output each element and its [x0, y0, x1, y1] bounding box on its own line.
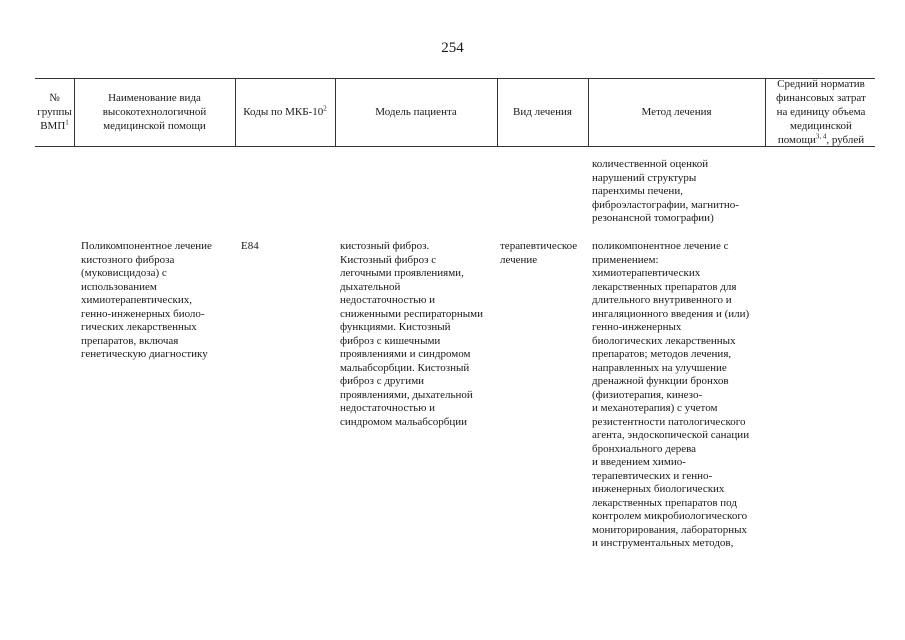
treatment-type-cell: терапевтическое лечение — [500, 240, 578, 266]
header-treatment-type: Вид лечения — [513, 106, 572, 118]
icd-code-cell: E84 — [241, 240, 259, 252]
header-treatment-method: Метод лечения — [641, 106, 712, 118]
header-bottom-border — [35, 146, 875, 147]
header-icd-codes: Коды по МКБ-$10^2$ — [243, 104, 327, 118]
patient-model-cell: кистозный фиброз. Кистозный фиброз с легочными проявлениями, дыхательной недостаточностью и сниженными респираторными функциями. Кистозный фиброз с кишечными проявлениями и синдромом мальабсорбции. Кистозный фиброз с другими проявлениями, дыхательной недостаточностью и синдромом мальабсорбции — [340, 240, 483, 428]
header-group-number: № группы ВМП$^1$ — [37, 92, 72, 132]
care-type-name-cell: Поликомпонентное лечение кистозного фиброза (муковисцидоза) с использованием химиотерапевтических, генно-инженерных биоло- гических лекарственных препаратов, включая генетическую диагностику — [81, 240, 212, 360]
page-number: 254 — [441, 40, 464, 56]
method-continuation-cell: количественной оценкой нарушений структуры паренхимы печени, фиброэластографии, магнитно- резонансной томографии) — [592, 158, 739, 224]
header-care-type: Наименование вида высокотехнологичной медицинской помощи — [102, 92, 207, 132]
treatment-method-cell: поликомпонентное лечение с применением: химиотерапевтических лекарственных препаратов для длительного внутривенного и ингаляционного введения и (или) генно-инженерных биологических лекарственных препаратов; методов лечения, направленных на улучшение дренажной функции бронхов (физиотерапия, кинезо- и механотерапия) с учетом резистентности патологического агента, эндоскопической санации бронхиального дерева и введением химио- терапевтических и генно- инженерных биологических лекарственных препаратов под контролем микробиологического мониторирования, лабораторных и инструментальных методов, — [592, 240, 750, 549]
header-patient-model: Модель пациента — [375, 106, 457, 118]
header-cost-standard: Средний норматив финансовых затрат на единицу объема медицинской помощи$^{3, 4}$, рублей — [776, 78, 866, 146]
